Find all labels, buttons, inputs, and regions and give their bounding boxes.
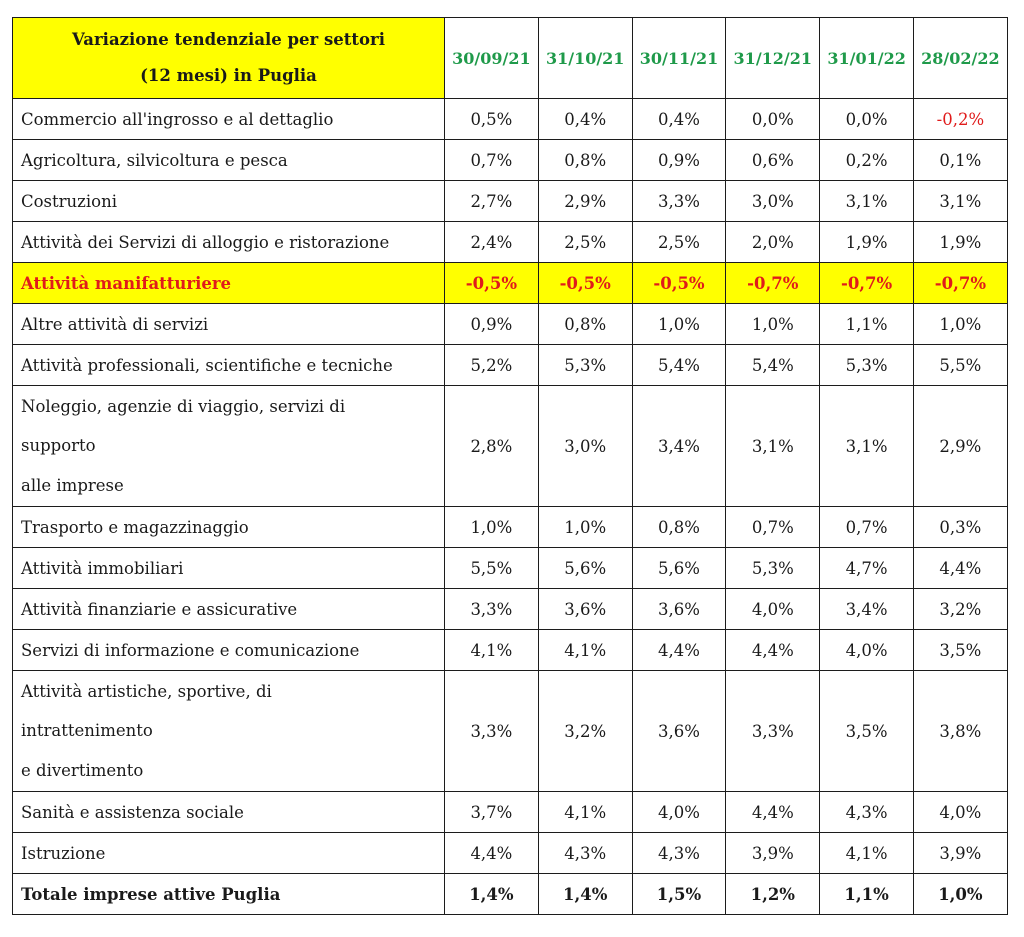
sector-label: [13, 507, 445, 548]
sector-label: [13, 792, 445, 833]
value-cell: 0,6%: [726, 140, 820, 181]
value-cell: 1,1%: [820, 304, 914, 345]
table-row: [13, 630, 1008, 671]
table-title-line-1: Variazione tendenziale per settori: [72, 30, 385, 49]
value-cell: 0,0%: [726, 99, 820, 140]
table-row: [13, 99, 1008, 140]
value-cell: -0,7%: [726, 263, 820, 304]
sector-variation-table: [12, 17, 1008, 915]
value-cell: 1,0%: [913, 304, 1007, 345]
sector-label-line: Servizi di informazione e comunicazione: [21, 640, 360, 660]
table-row: [13, 222, 1008, 263]
value-cell: 0,3%: [913, 507, 1007, 548]
value-cell: 4,1%: [538, 792, 632, 833]
value-cell: 2,5%: [538, 222, 632, 263]
value-cell: 3,7%: [445, 792, 539, 833]
value-cell: 0,4%: [632, 99, 726, 140]
sector-label: [13, 345, 445, 386]
table-row: [13, 671, 1008, 792]
date-header: 31/12/21: [726, 18, 820, 99]
sector-label-line: supporto: [21, 436, 96, 456]
sector-label: [13, 386, 445, 507]
table-row: [13, 386, 1008, 507]
sector-label: [13, 263, 445, 304]
table-row: [13, 181, 1008, 222]
sector-label-line: Totale imprese attive Puglia: [21, 884, 281, 904]
value-cell: 3,5%: [913, 630, 1007, 671]
value-cell: 4,3%: [632, 833, 726, 874]
value-cell: 1,0%: [632, 304, 726, 345]
value-cell: 4,0%: [820, 630, 914, 671]
sector-label-line: Costruzioni: [21, 191, 117, 211]
value-cell: 3,1%: [913, 181, 1007, 222]
value-cell: 5,6%: [632, 548, 726, 589]
value-cell: 0,0%: [820, 99, 914, 140]
value-cell: 2,5%: [632, 222, 726, 263]
value-cell: 4,1%: [538, 630, 632, 671]
value-cell: 0,9%: [445, 304, 539, 345]
sector-label: [13, 181, 445, 222]
sector-label: [13, 833, 445, 874]
sector-label-line: Attività finanziarie e assicurative: [21, 599, 298, 619]
value-cell: 3,4%: [820, 589, 914, 630]
table-row: [13, 507, 1008, 548]
value-cell: -0,7%: [820, 263, 914, 304]
value-cell: 3,8%: [913, 671, 1007, 792]
value-cell: 0,7%: [726, 507, 820, 548]
sector-label-line: e divertimento: [21, 760, 144, 780]
value-cell: 0,9%: [632, 140, 726, 181]
table-row: [13, 589, 1008, 630]
value-cell: 3,5%: [820, 671, 914, 792]
value-cell: 1,0%: [726, 304, 820, 345]
date-header: 30/09/21: [445, 18, 539, 99]
value-cell: 3,4%: [632, 386, 726, 507]
value-cell: 4,7%: [820, 548, 914, 589]
date-header: 28/02/22: [913, 18, 1007, 99]
date-header: 31/10/21: [538, 18, 632, 99]
date-header: 30/11/21: [632, 18, 726, 99]
value-cell: 5,3%: [726, 548, 820, 589]
value-cell: 0,8%: [538, 304, 632, 345]
sector-label-line: Istruzione: [21, 843, 106, 863]
value-cell: 3,2%: [913, 589, 1007, 630]
value-cell: 4,0%: [632, 792, 726, 833]
value-cell: 2,8%: [445, 386, 539, 507]
sector-label-line: Attività immobiliari: [21, 558, 184, 578]
value-cell: 3,2%: [538, 671, 632, 792]
table-row: [13, 548, 1008, 589]
value-cell: 3,3%: [445, 671, 539, 792]
sector-label-line: Commercio all'ingrosso e al dettaglio: [21, 109, 334, 129]
sector-label: [13, 140, 445, 181]
value-cell: 3,0%: [726, 181, 820, 222]
sector-label: [13, 222, 445, 263]
value-cell: 4,4%: [632, 630, 726, 671]
sector-label-line: Altre attività di servizi: [21, 314, 209, 334]
value-cell: 0,7%: [820, 507, 914, 548]
value-cell: 5,4%: [726, 345, 820, 386]
sector-label-line: Attività manifatturiere: [21, 273, 232, 293]
value-cell: 4,4%: [913, 548, 1007, 589]
sector-label: [13, 589, 445, 630]
total-row: [13, 874, 1008, 915]
value-cell: 1,2%: [726, 874, 820, 915]
value-cell: 2,7%: [445, 181, 539, 222]
value-cell: 2,9%: [538, 181, 632, 222]
value-cell: -0,5%: [538, 263, 632, 304]
value-cell: 4,3%: [820, 792, 914, 833]
sector-label-line: Agricoltura, silvicoltura e pesca: [21, 150, 288, 170]
value-cell: 4,0%: [913, 792, 1007, 833]
value-cell: 3,0%: [538, 386, 632, 507]
value-cell: 3,3%: [445, 589, 539, 630]
value-cell: 5,3%: [820, 345, 914, 386]
value-cell: 5,5%: [445, 548, 539, 589]
sector-label-line: Trasporto e magazzinaggio: [21, 517, 249, 537]
value-cell: 1,1%: [820, 874, 914, 915]
value-cell: 3,6%: [632, 589, 726, 630]
sector-label-line: Attività artistiche, sportive, di: [21, 681, 272, 701]
table-row: [13, 833, 1008, 874]
value-cell: 4,1%: [820, 833, 914, 874]
value-cell: -0,5%: [632, 263, 726, 304]
value-cell: 5,5%: [913, 345, 1007, 386]
value-cell: 1,0%: [913, 874, 1007, 915]
header-row: [13, 18, 1008, 99]
value-cell: 1,5%: [632, 874, 726, 915]
value-cell: 3,1%: [820, 181, 914, 222]
value-cell: 3,9%: [913, 833, 1007, 874]
sector-label: [13, 874, 445, 915]
table-row: [13, 140, 1008, 181]
value-cell: 4,0%: [726, 589, 820, 630]
value-cell: 2,9%: [913, 386, 1007, 507]
value-cell: -0,7%: [913, 263, 1007, 304]
value-cell: 2,0%: [726, 222, 820, 263]
value-cell: -0,5%: [445, 263, 539, 304]
sector-label-line: alle imprese: [21, 475, 124, 495]
value-cell: 4,4%: [445, 833, 539, 874]
sector-label: [13, 671, 445, 792]
value-cell: 1,0%: [538, 507, 632, 548]
highlighted-row: [13, 263, 1008, 304]
table-title-line-2: (12 mesi) in Puglia: [140, 66, 317, 85]
value-cell: 3,1%: [820, 386, 914, 507]
sector-label-line: Sanità e assistenza sociale: [21, 802, 244, 822]
value-cell: 4,4%: [726, 792, 820, 833]
value-cell: 0,4%: [538, 99, 632, 140]
value-cell: 5,2%: [445, 345, 539, 386]
value-cell: 0,8%: [632, 507, 726, 548]
sector-label-line: Attività professionali, scientifiche e tecniche: [21, 355, 393, 375]
value-cell: 3,6%: [632, 671, 726, 792]
value-cell: -0,2%: [913, 99, 1007, 140]
value-cell: 1,9%: [820, 222, 914, 263]
sector-label-line: intrattenimento: [21, 721, 153, 741]
value-cell: 1,0%: [445, 507, 539, 548]
table-title: [13, 18, 445, 99]
value-cell: 0,5%: [445, 99, 539, 140]
value-cell: 3,3%: [632, 181, 726, 222]
sector-label-line: Noleggio, agenzie di viaggio, servizi di: [21, 396, 346, 416]
value-cell: 1,4%: [445, 874, 539, 915]
table-row: [13, 345, 1008, 386]
sector-label: [13, 304, 445, 345]
date-header: 31/01/22: [820, 18, 914, 99]
value-cell: 0,1%: [913, 140, 1007, 181]
value-cell: 0,2%: [820, 140, 914, 181]
value-cell: 2,4%: [445, 222, 539, 263]
table-row: [13, 792, 1008, 833]
value-cell: 3,3%: [726, 671, 820, 792]
value-cell: 3,9%: [726, 833, 820, 874]
value-cell: 4,1%: [445, 630, 539, 671]
sector-label: [13, 548, 445, 589]
sector-label: [13, 99, 445, 140]
value-cell: 5,3%: [538, 345, 632, 386]
value-cell: 0,8%: [538, 140, 632, 181]
sector-label-line: Attività dei Servizi di alloggio e ristorazione: [21, 232, 390, 252]
value-cell: 5,4%: [632, 345, 726, 386]
value-cell: 5,6%: [538, 548, 632, 589]
value-cell: 3,1%: [726, 386, 820, 507]
value-cell: 3,6%: [538, 589, 632, 630]
value-cell: 0,7%: [445, 140, 539, 181]
value-cell: 1,9%: [913, 222, 1007, 263]
sector-label: [13, 630, 445, 671]
value-cell: 4,4%: [726, 630, 820, 671]
value-cell: 4,3%: [538, 833, 632, 874]
value-cell: 1,4%: [538, 874, 632, 915]
table-row: [13, 304, 1008, 345]
table-body: [13, 99, 1008, 915]
